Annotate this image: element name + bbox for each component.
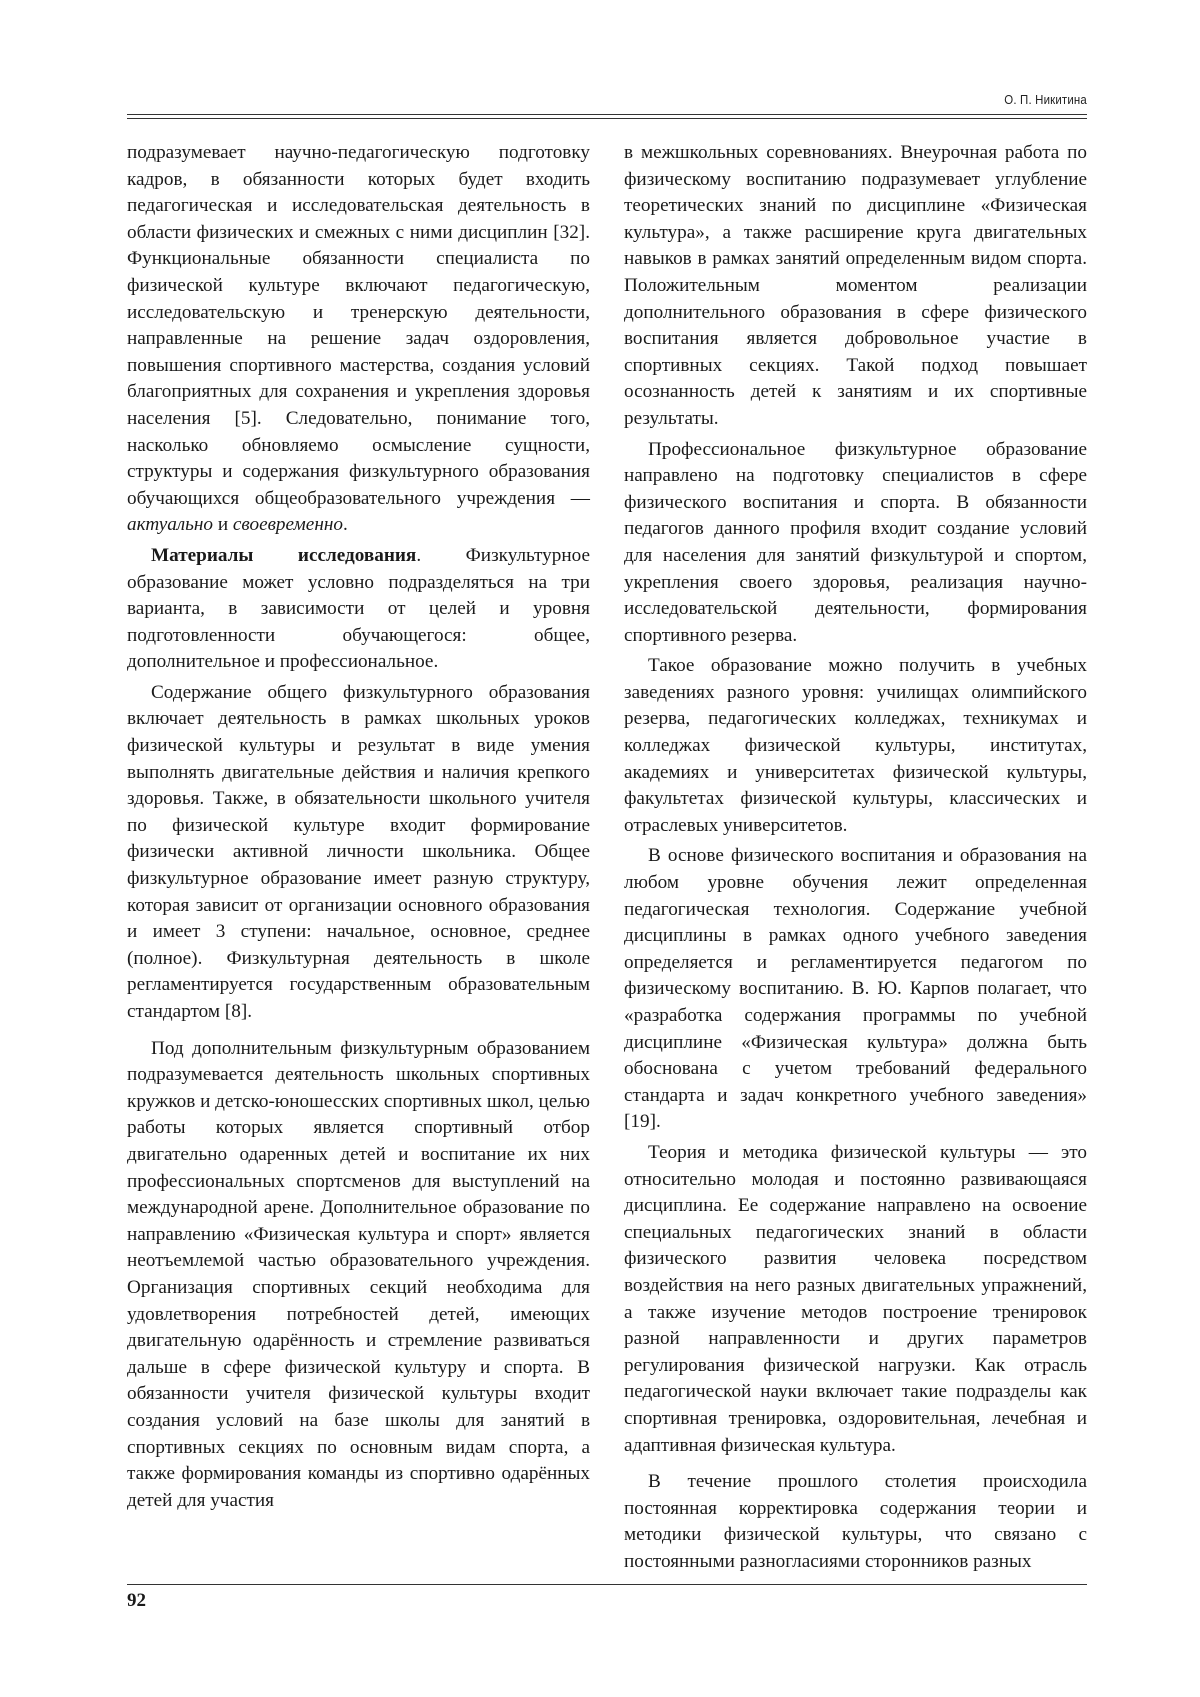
right-column [624, 140, 1087, 1575]
paragraph-text: и [213, 514, 233, 536]
emphasis-text: своевременно [232, 514, 343, 536]
header-rule-top [127, 114, 1087, 115]
left-column [127, 140, 590, 1575]
paragraph-text: подразумевает научно-педагогическую подготовку кадров, в обязанности которых будет входить педагогическая и исследовательская деятельность в области физических и смежных с ними дисциплин [32]. Функциональные обязанности специалиста по физической культуре включают педагогическую, исследовательскую и тренерскую деятельности, направленные на решение задач оздоровления, повышения спортивного мастерства, создания условий благоприятных для сохранения и укрепления здоровья населения [5]. Следовательно, понимание того, насколько обновляемо осмысление сущности, структуры и содержания физкультурного образования обучающихся общеобразовательного учреждения — [127, 142, 590, 509]
running-head-author: О. П. Никитина [1004, 92, 1087, 107]
section-heading-inline: Материалы исследования [151, 544, 417, 566]
article-body [127, 140, 1087, 1575]
footer-rule [127, 1584, 1087, 1585]
paragraph: Содержание общего физкультурного образования включает деятельность в рамках школьных уроков физической культуры и результат в виде умения выполнять двигательные действия и наличия крепкого здоровья. Также, в обязательности школьного учителя по физической культуре входит формирование физически активной личности школьника. Общее физкультурное образование имеет разную структуру, которая зависит от организации основного образования и имеет 3 ступени: начальное, основное, среднее (полное). Физкультурная деятельность в школе регламентируется государственным образовательным стандартом [8]. [127, 681, 590, 1022]
paragraph-materials [127, 543, 590, 676]
paragraph-text: . [342, 514, 348, 536]
header-rule-bottom [127, 118, 1087, 119]
paragraph: Под дополнительным физкультурным образованием подразумевается деятельность школьных спортивных кружков и детско-юношесских спортивных школ, целью работы которых является спортивный отбор двигательно одаренных детей и воспитание их них профессиональных спортсменов для выступлений на международной арене. Дополнительное образование по направлению «Физическая культура и спорт» является неотъемлемой частью образовательного учреждения. Организация спортивных секций необходима для удовлетворения потребностей детей, имеющих двигательную одарённость и стремление развиваться дальше в сфере физической культуру и спорта. В обязанности учителя физической культуры входит создания условий на базе школы для занятий в спортивных секциях по основным видам спорта, а также формирования команды из спортивно одарённых детей для участия [127, 1037, 590, 1511]
paragraph: Профессиональное физкультурное образование направлено на подготовку специалистов в сфере физического воспитания и спорта. В обязанности педагогов данного профиля входит создание условий для населения для занятий физкультурой и спортом, укрепления своего здоровья, реализация научно-исследовательской деятельности, формирования спортивного резерва. [624, 438, 1087, 646]
paragraph: В течение прошлого столетия происходила постоянная корректировка содержания теории и методики физической культуры, что связано с постоянными разногласиями сторонников разных [624, 1471, 1087, 1572]
emphasis-text: актуально [127, 514, 214, 536]
paragraph: В основе физического воспитания и образования на любом уровне обучения лежит определенная педагогическая технология. Содержание учебной дисциплины в рамках одного учебного заведения определяется и регламентируется педагогом по физическому воспитанию. В. Ю. Карпов полагает, что «разработка содержания программы по учебной дисциплине «Физическая культура» должна быть обоснована с учетом требований федерального стандарта и задач конкретного учебного заведения» [19]. [624, 845, 1087, 1133]
paragraph-text: . Физкультурное образование может условно подразделяться на три варианта, в зависимости от целей и уровня подготовленности обучающегося: общее, дополнительное и профессиональное. [127, 544, 590, 673]
paragraph: Теория и методика физической культуры — это относительно молодая и постоянно развивающаяся дисциплина. Ее содержание направлено на освоение специальных педагогических знаний в области физического развития человека посредством воздействия на него разных двигательных упражнений, а также изучение методов построение тренировок разной направленности и других параметров регулирования физической нагрузки. Как отрасль педагогической науки включает такие подразделы как спортивная тренировка, оздоровительная, лечебная и адаптивная физическая культура. [624, 1141, 1087, 1456]
paragraph: Такое образование можно получить в учебных заведениях разного уровня: училищах олимпийского резерва, педагогических колледжах, техникумах и колледжах физической культуры, институтах, академиях и университетах физической культуры, факультетах физической культуры, классических и отраслевых университетов. [624, 655, 1087, 836]
paragraph: в межшкольных соревнованиях. Внеурочная работа по физическому воспитанию подразумевает углубление теоретических знаний по дисциплине «Физическая культура», а также расширение круга двигательных навыков в рамках занятий определенным видом спорта. Положительным моментом реализации дополнительного образования в сфере физического воспитания является добровольное участие в спортивных секциях. Такой подход повышает осознанность детей к занятиям и их спортивные результаты. [624, 142, 1087, 429]
page-number: 92 [127, 1590, 146, 1611]
paragraph [127, 140, 590, 539]
